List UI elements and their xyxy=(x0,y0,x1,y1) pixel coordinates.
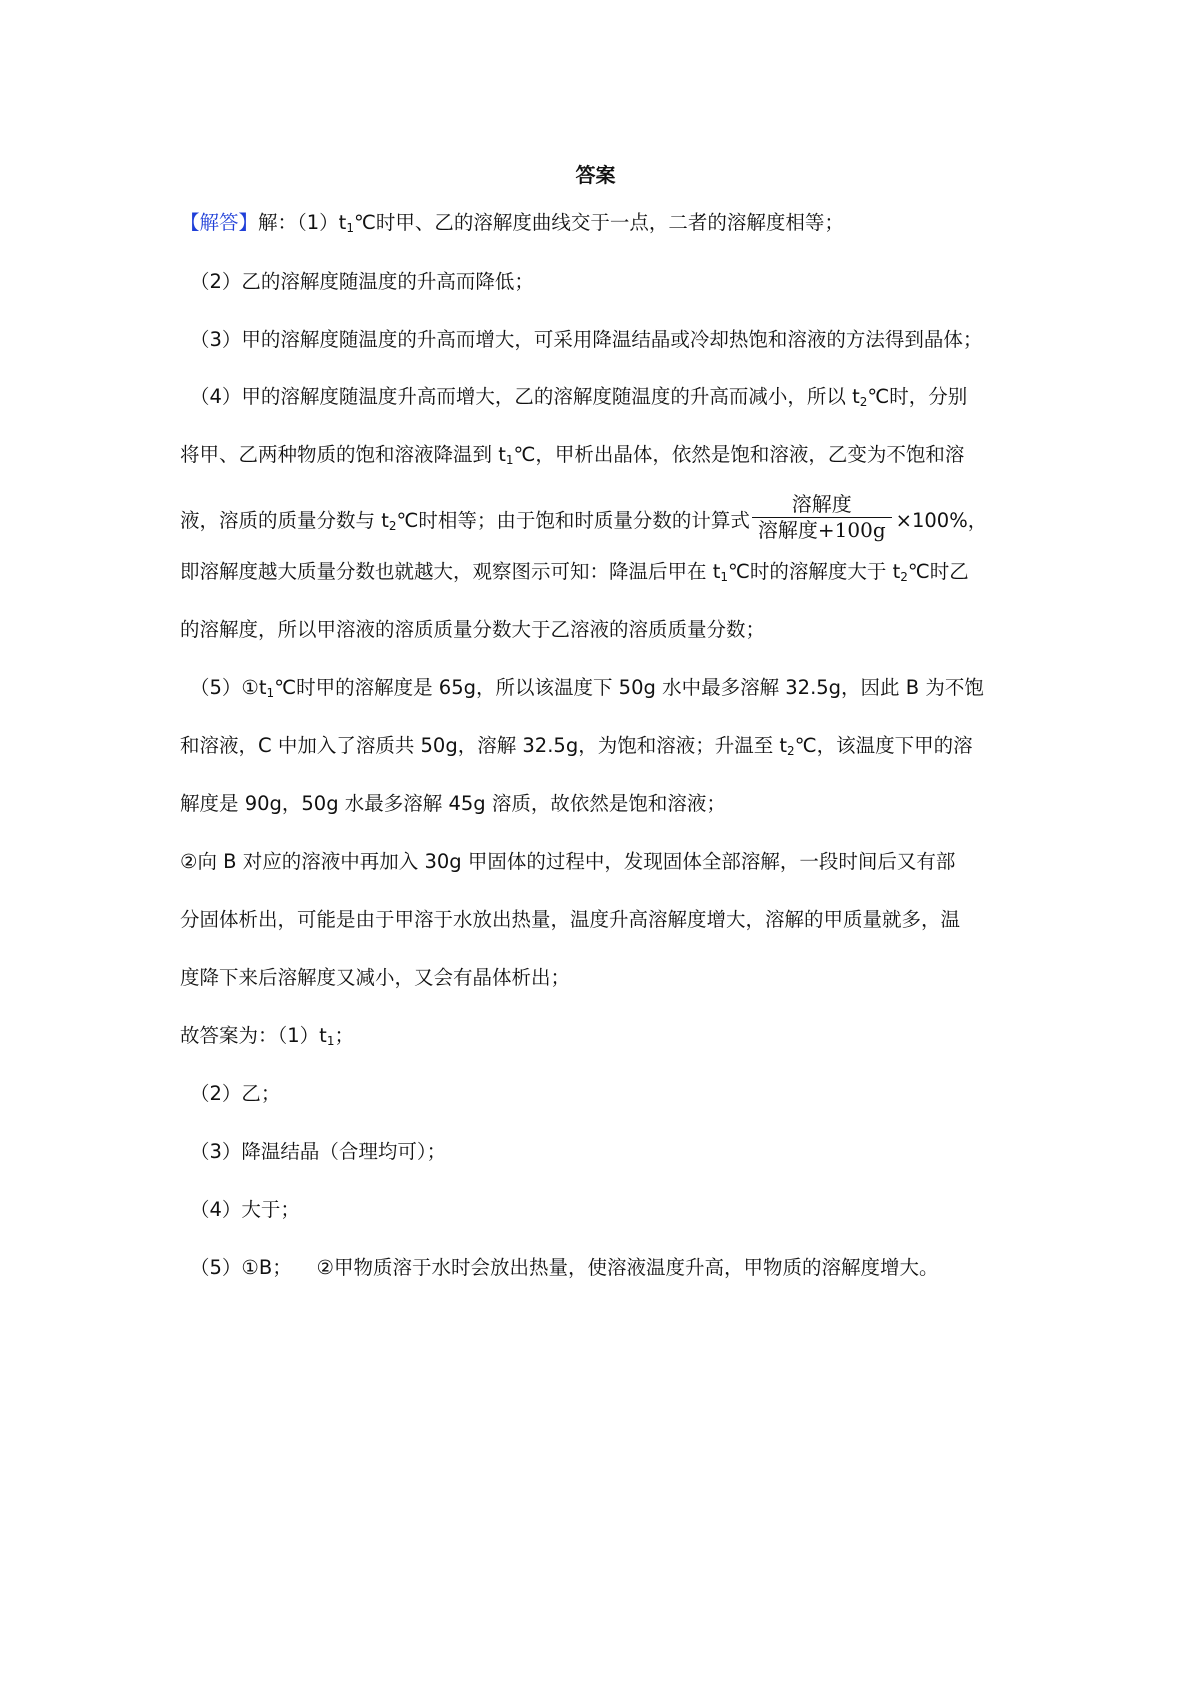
answer-line-14: 度降下来后溶解度又减小，又会有晶体析出； xyxy=(180,966,571,989)
answer-line-6: 液，溶质的质量分数与 $t_2℃$时相等；由于饱和时质量分数的计算式 $\frac{\text{溶解度}}{\text{溶解度+100g}}$ ×100%， xyxy=(180,492,988,542)
final-answer-line-2: （2）乙； xyxy=(190,1082,281,1105)
answer-line-13: 分固体析出，可能是由于甲溶于水放出热量，温度升高溶解度增大，溶解的甲质量就多，温 xyxy=(180,908,961,931)
answer-line-9: $(5)①t_1℃$时甲的溶解度是 65g，所以该温度下 50g 水中最多溶解 32.5g，因此 B 为不饱 xyxy=(190,676,984,700)
mass-fraction-formula xyxy=(752,492,892,543)
answer-line-3: （3）甲的溶解度随温度的升高而增大，可采用降温结晶或冷却热饱和溶液的方法得到晶体； xyxy=(190,328,983,351)
final-answer-line-1: 故答案为：$(1)t_1$； xyxy=(180,1024,354,1048)
answer-tag: 【解答】 xyxy=(180,211,259,234)
formula-numerator: 溶解度 xyxy=(752,492,892,518)
answer-line-2: （2）乙的溶解度随温度的升高而降低； xyxy=(190,270,534,293)
answer-line-10: 和溶液，C 中加入了溶质共 50g，溶解 32.5g，为饱和溶液；升温至 $t_2℃$，该温度下甲的溶 xyxy=(180,734,973,758)
formula-denominator: 溶解度+100g xyxy=(757,518,886,542)
answer-line-5: 将甲、乙两种物质的饱和溶液降温到 $t_1℃$，甲析出晶体，依然是饱和溶液，乙变为不饱和溶 xyxy=(180,443,965,467)
page-title: 答案 xyxy=(575,163,616,187)
answer-line-12: ②向 B 对应的溶液中再加入 30g 甲固体的过程中，发现固体全部溶解，一段时间后又有部 xyxy=(180,850,956,873)
final-answer-line-4: （4）大于； xyxy=(190,1198,300,1221)
answer-line-8: 的溶解度，所以甲溶液的溶质质量分数大于乙溶液的溶质质量分数； xyxy=(180,618,766,641)
answer-line-1: 【解答】解：$(1)t_1℃$时甲、乙的溶解度曲线交于一点，二者的溶解度相等； xyxy=(180,211,844,235)
answer-line-4: （4）甲的溶解度随温度升高而增大，乙的溶解度随温度的升高而减小，所以 $t_2℃$时，分别 xyxy=(190,385,968,409)
final-answer-line-3: （3）降温结晶（合理均可）； xyxy=(190,1140,447,1163)
answer-line-11: 解度是 90g，50g 水最多溶解 45g 溶质，故依然是饱和溶液； xyxy=(180,792,726,815)
answer-line-7: 即溶解度越大质量分数也就越大，观察图示可知：降温后甲在 $t_1℃$时的溶解度大于 $t_2℃$时乙 xyxy=(180,560,969,584)
final-answer-line-5: （5）①B； ②甲物质溶于水时会放出热量，使溶液温度升高，甲物质的溶解度增大。 xyxy=(190,1256,939,1279)
